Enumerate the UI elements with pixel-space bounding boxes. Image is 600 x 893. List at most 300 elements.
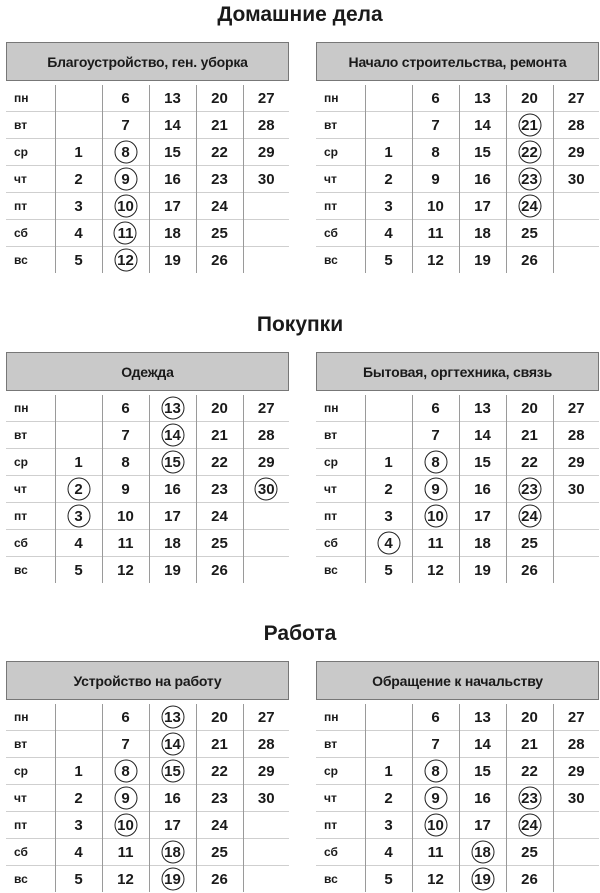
week-row <box>6 704 289 731</box>
circled-date-cell <box>412 503 459 530</box>
date-cell <box>365 220 412 247</box>
week-row <box>6 731 289 758</box>
date-number: 16 <box>164 789 181 807</box>
date-number: 19 <box>164 870 181 888</box>
date-number: 10 <box>117 507 134 525</box>
date-cell <box>55 85 102 112</box>
date-number: 5 <box>74 251 83 269</box>
weekday-label: чт <box>6 785 55 812</box>
weekday-label: пт <box>6 503 55 530</box>
date-cell <box>55 866 102 893</box>
date-number: 4 <box>74 224 83 242</box>
date-cell <box>365 139 412 166</box>
date-cell <box>102 112 149 139</box>
date-cell <box>412 166 459 193</box>
date-cell <box>102 503 149 530</box>
date-cell <box>102 839 149 866</box>
week-row <box>316 731 599 758</box>
date-number: 4 <box>384 224 393 242</box>
date-cell <box>459 758 506 785</box>
date-cell <box>55 530 102 557</box>
date-number: 23 <box>521 170 538 188</box>
date-number: 24 <box>211 197 228 215</box>
date-number: 7 <box>431 116 440 134</box>
weekday-label: вс <box>316 247 365 274</box>
date-number: 7 <box>121 116 130 134</box>
date-number: 20 <box>211 708 228 726</box>
date-number: 12 <box>117 251 134 269</box>
date-cell <box>412 530 459 557</box>
date-number: 5 <box>384 561 393 579</box>
circled-date-cell <box>55 476 102 503</box>
date-number: 2 <box>74 170 83 188</box>
date-number: 20 <box>521 399 538 417</box>
circled-date-cell <box>506 166 553 193</box>
date-cell <box>506 758 553 785</box>
date-number: 18 <box>474 534 491 552</box>
week-row <box>316 220 599 247</box>
date-number: 3 <box>74 197 83 215</box>
date-number: 19 <box>474 251 491 269</box>
date-cell <box>149 503 196 530</box>
date-number: 24 <box>211 816 228 834</box>
week-row <box>316 704 599 731</box>
date-number: 20 <box>211 89 228 107</box>
date-number: 27 <box>567 89 585 107</box>
date-cell <box>412 193 459 220</box>
weekday-label: пт <box>316 812 365 839</box>
date-number: 16 <box>474 170 491 188</box>
date-cell <box>55 395 102 422</box>
date-number: 27 <box>567 399 585 417</box>
date-number: 28 <box>257 426 275 444</box>
date-cell <box>365 812 412 839</box>
week-row <box>316 139 599 166</box>
date-cell <box>243 758 289 785</box>
date-cell <box>55 139 102 166</box>
date-cell <box>196 704 243 731</box>
date-cell <box>243 704 289 731</box>
weekday-label: чт <box>6 476 55 503</box>
date-cell <box>102 704 149 731</box>
date-cell <box>102 476 149 503</box>
date-number: 2 <box>384 789 393 807</box>
calendar-grid <box>316 395 599 583</box>
circled-date-cell <box>506 812 553 839</box>
week-row <box>316 530 599 557</box>
date-number: 5 <box>74 870 83 888</box>
week-row <box>6 166 289 193</box>
date-number: 22 <box>211 453 228 471</box>
date-number: 20 <box>521 89 538 107</box>
weekday-label: пн <box>14 91 29 105</box>
date-number: 5 <box>74 561 83 579</box>
calendar-work-boss <box>316 661 599 892</box>
date-number: 9 <box>431 170 440 188</box>
date-number: 4 <box>74 534 83 552</box>
date-cell <box>243 731 289 758</box>
week-row <box>6 395 289 422</box>
weekday-label: вт <box>316 731 365 758</box>
weekday-label: ср <box>316 449 365 476</box>
date-cell <box>553 530 599 557</box>
circled-date-cell <box>459 866 506 893</box>
date-number: 22 <box>211 762 228 780</box>
date-number: 6 <box>121 89 130 107</box>
date-number: 13 <box>164 708 181 726</box>
circled-date-cell <box>149 395 196 422</box>
date-number: 27 <box>257 708 275 726</box>
date-number: 1 <box>74 453 83 471</box>
date-number: 13 <box>164 89 181 107</box>
date-cell <box>459 449 506 476</box>
week-row <box>6 422 289 449</box>
weekday-label: вт <box>6 112 55 139</box>
date-number: 27 <box>257 89 275 107</box>
date-cell <box>459 422 506 449</box>
date-number: 1 <box>384 762 393 780</box>
weekday-label: сб <box>316 220 365 247</box>
date-number: 1 <box>74 762 83 780</box>
circled-date-cell <box>243 476 289 503</box>
date-number: 28 <box>567 426 585 444</box>
date-number: 6 <box>431 89 440 107</box>
week-row <box>316 785 599 812</box>
week-row <box>316 839 599 866</box>
date-number: 26 <box>521 251 538 269</box>
date-cell <box>365 503 412 530</box>
date-cell <box>506 704 553 731</box>
date-number: 8 <box>431 762 440 780</box>
date-number: 19 <box>164 251 181 269</box>
date-number: 7 <box>121 735 130 753</box>
date-number: 25 <box>521 534 538 552</box>
date-cell <box>553 85 599 112</box>
date-number: 23 <box>211 789 228 807</box>
date-cell <box>243 139 289 166</box>
date-number: 22 <box>521 762 538 780</box>
date-cell <box>55 758 102 785</box>
date-cell <box>459 85 506 112</box>
date-cell <box>196 785 243 812</box>
date-cell <box>149 785 196 812</box>
date-number: 9 <box>121 170 130 188</box>
calendar-grid <box>6 395 289 583</box>
date-cell <box>196 139 243 166</box>
date-number: 26 <box>521 561 538 579</box>
date-number: 22 <box>521 453 538 471</box>
date-number: 26 <box>521 870 538 888</box>
calendar-title: Устройство на работу <box>6 661 289 700</box>
week-row <box>316 85 599 112</box>
week-row <box>316 758 599 785</box>
date-cell <box>243 839 289 866</box>
date-cell <box>506 85 553 112</box>
date-cell <box>149 557 196 584</box>
date-cell <box>149 220 196 247</box>
date-number: 11 <box>427 224 444 242</box>
date-number: 17 <box>474 816 491 834</box>
date-number: 29 <box>257 143 275 161</box>
weekday-label: пт <box>316 503 365 530</box>
date-number: 14 <box>164 426 181 444</box>
weekday-label: чт <box>6 166 55 193</box>
circled-date-cell <box>102 166 149 193</box>
weekday-label: сб <box>316 839 365 866</box>
date-cell <box>149 812 196 839</box>
date-number: 28 <box>257 116 275 134</box>
date-cell <box>553 422 599 449</box>
date-cell <box>412 839 459 866</box>
date-number: 21 <box>521 116 538 134</box>
calendar-grid <box>316 85 599 273</box>
date-number: 12 <box>427 561 444 579</box>
date-cell <box>196 758 243 785</box>
date-number: 14 <box>474 116 491 134</box>
date-number: 30 <box>257 789 275 807</box>
date-number: 17 <box>164 816 181 834</box>
date-cell <box>243 866 289 893</box>
date-cell <box>412 704 459 731</box>
date-cell <box>506 839 553 866</box>
week-row <box>316 247 599 274</box>
date-number: 14 <box>164 116 181 134</box>
circled-date-cell <box>506 785 553 812</box>
date-number: 25 <box>211 534 228 552</box>
weekday-label: ср <box>316 139 365 166</box>
date-cell <box>553 112 599 139</box>
weekday-label: пт <box>6 193 55 220</box>
date-cell <box>365 112 412 139</box>
date-cell <box>506 731 553 758</box>
calendar-work-employment <box>6 661 289 892</box>
date-number: 3 <box>74 816 83 834</box>
date-number: 30 <box>257 170 275 188</box>
date-number: 3 <box>384 507 393 525</box>
week-row <box>6 812 289 839</box>
date-cell <box>196 395 243 422</box>
date-cell <box>243 112 289 139</box>
date-cell <box>243 85 289 112</box>
date-number: 11 <box>117 534 134 552</box>
week-row <box>6 247 289 274</box>
circled-date-cell <box>412 476 459 503</box>
date-cell <box>412 247 459 274</box>
date-cell <box>553 557 599 584</box>
date-number: 28 <box>257 735 275 753</box>
date-cell <box>149 166 196 193</box>
date-number: 30 <box>567 480 585 498</box>
section-title-work: Работа <box>263 622 337 645</box>
weekday-label: пн <box>324 710 339 724</box>
date-number: 10 <box>117 197 134 215</box>
circled-date-cell <box>102 139 149 166</box>
date-cell <box>365 247 412 274</box>
circled-date-cell <box>412 812 459 839</box>
date-number: 28 <box>567 735 585 753</box>
date-cell <box>506 395 553 422</box>
date-cell <box>243 166 289 193</box>
date-cell <box>459 812 506 839</box>
date-cell <box>553 476 599 503</box>
date-number: 2 <box>74 480 83 498</box>
date-number: 21 <box>211 426 228 444</box>
weekday-label: вт <box>6 422 55 449</box>
date-number: 3 <box>384 197 393 215</box>
date-cell <box>102 395 149 422</box>
date-cell <box>196 112 243 139</box>
circled-date-cell <box>149 704 196 731</box>
circled-date-cell <box>506 112 553 139</box>
date-number: 21 <box>211 116 228 134</box>
date-cell <box>365 85 412 112</box>
date-cell <box>365 557 412 584</box>
date-cell <box>459 476 506 503</box>
date-cell <box>55 812 102 839</box>
date-cell <box>55 557 102 584</box>
weekday-label: пн <box>324 91 339 105</box>
date-cell <box>55 422 102 449</box>
date-number: 17 <box>474 507 491 525</box>
date-number: 13 <box>474 399 491 417</box>
weekday-label: сб <box>316 530 365 557</box>
circled-date-cell <box>149 422 196 449</box>
weekday-label: вс <box>316 557 365 584</box>
week-row <box>316 557 599 584</box>
circled-date-cell <box>459 839 506 866</box>
date-number: 29 <box>567 453 585 471</box>
date-number: 25 <box>521 843 538 861</box>
date-cell <box>553 812 599 839</box>
date-cell <box>149 247 196 274</box>
date-number: 11 <box>117 224 134 242</box>
calendar-home-renovation <box>316 42 599 273</box>
week-row <box>316 112 599 139</box>
date-cell <box>365 476 412 503</box>
date-cell <box>553 139 599 166</box>
week-row <box>6 139 289 166</box>
date-cell <box>412 220 459 247</box>
week-row <box>316 503 599 530</box>
date-cell <box>365 731 412 758</box>
date-number: 16 <box>164 480 181 498</box>
date-number: 10 <box>427 197 444 215</box>
date-number: 27 <box>567 708 585 726</box>
date-cell <box>55 166 102 193</box>
date-number: 15 <box>474 762 491 780</box>
date-number: 24 <box>521 507 538 525</box>
date-cell <box>149 530 196 557</box>
date-number: 15 <box>474 453 491 471</box>
date-cell <box>365 395 412 422</box>
calendar-title: Одежда <box>6 352 289 391</box>
date-cell <box>196 220 243 247</box>
date-number: 23 <box>211 170 228 188</box>
date-cell <box>55 785 102 812</box>
calendar-title: Начало строительства, ремонта <box>316 42 599 81</box>
date-number: 18 <box>164 534 181 552</box>
date-number: 18 <box>164 843 181 861</box>
date-number: 16 <box>164 170 181 188</box>
week-row <box>316 449 599 476</box>
weekday-label: вт <box>316 112 365 139</box>
circled-date-cell <box>102 193 149 220</box>
date-cell <box>506 220 553 247</box>
date-number: 7 <box>431 735 440 753</box>
date-cell <box>55 112 102 139</box>
date-number: 21 <box>521 426 538 444</box>
weekday-label: сб <box>6 530 55 557</box>
date-cell <box>196 85 243 112</box>
week-row <box>6 220 289 247</box>
date-number: 22 <box>521 143 538 161</box>
date-number: 8 <box>121 453 130 471</box>
date-cell <box>55 449 102 476</box>
date-cell <box>102 866 149 893</box>
circled-date-cell <box>55 503 102 530</box>
date-number: 17 <box>164 197 181 215</box>
date-number: 6 <box>121 399 130 417</box>
week-row <box>6 193 289 220</box>
circled-date-cell <box>412 449 459 476</box>
date-cell <box>243 422 289 449</box>
date-number: 1 <box>74 143 83 161</box>
week-row <box>316 476 599 503</box>
date-number: 10 <box>427 507 444 525</box>
date-cell <box>553 449 599 476</box>
date-number: 13 <box>474 708 491 726</box>
section-title-purchases: Покупки <box>256 313 344 336</box>
circled-date-cell <box>506 193 553 220</box>
weekday-label: сб <box>6 220 55 247</box>
date-number: 23 <box>211 480 228 498</box>
weekday-label: ср <box>6 449 55 476</box>
date-cell <box>412 395 459 422</box>
date-cell <box>102 530 149 557</box>
date-cell <box>459 503 506 530</box>
date-number: 5 <box>384 870 393 888</box>
date-number: 29 <box>257 762 275 780</box>
date-number: 4 <box>384 534 393 552</box>
date-cell <box>553 166 599 193</box>
date-number: 19 <box>474 870 491 888</box>
weekday-label: пт <box>6 812 55 839</box>
weekday-label: чт <box>316 166 365 193</box>
date-cell <box>506 866 553 893</box>
date-number: 15 <box>164 762 181 780</box>
date-number: 21 <box>211 735 228 753</box>
date-number: 5 <box>384 251 393 269</box>
date-cell <box>412 422 459 449</box>
date-number: 18 <box>474 224 491 242</box>
date-cell <box>102 557 149 584</box>
date-number: 26 <box>211 870 228 888</box>
circled-date-cell <box>102 758 149 785</box>
date-number: 9 <box>121 480 130 498</box>
circled-date-cell <box>412 758 459 785</box>
date-cell <box>459 704 506 731</box>
date-cell <box>553 395 599 422</box>
date-cell <box>243 785 289 812</box>
date-cell <box>243 220 289 247</box>
weekday-label: сб <box>6 839 55 866</box>
date-cell <box>55 731 102 758</box>
date-number: 10 <box>427 816 444 834</box>
calendar-title: Обращение к начальству <box>316 661 599 700</box>
date-number: 26 <box>211 561 228 579</box>
week-row <box>316 866 599 893</box>
date-number: 10 <box>117 816 134 834</box>
